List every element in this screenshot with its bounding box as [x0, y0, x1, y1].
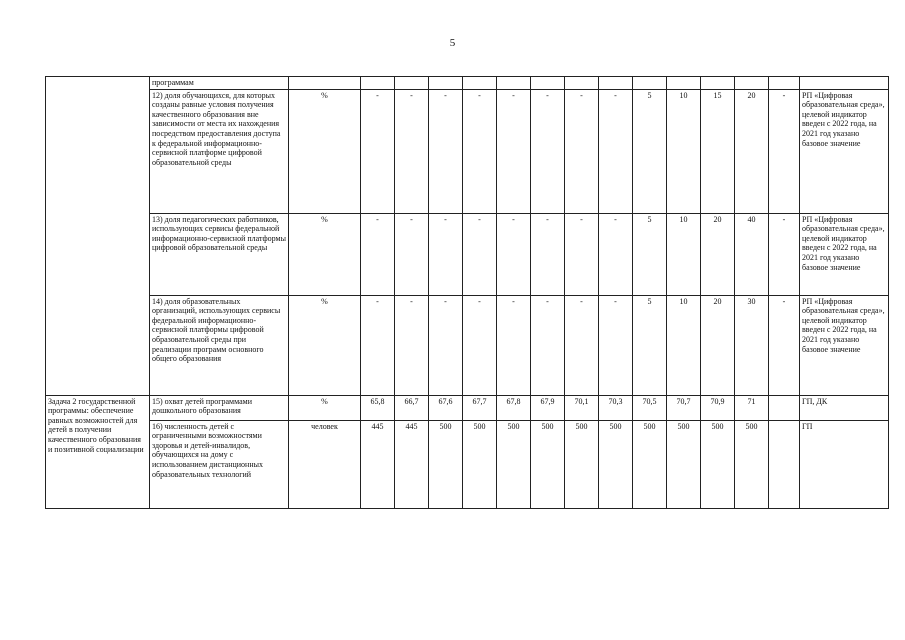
table-row [46, 420, 889, 508]
note-cell: РП «Цифровая образовательная среда», целевой индикатор введен с 2022 года, на 2021 год указано базовое значение [800, 89, 889, 213]
value-cell [565, 77, 599, 90]
unit-cell: % [289, 213, 361, 295]
value-cell: - [395, 295, 429, 395]
value-cell: - [565, 213, 599, 295]
value-cell: 70,3 [599, 395, 633, 420]
value-cell: 20 [735, 89, 769, 213]
value-cell: 70,9 [701, 395, 735, 420]
value-cell [769, 420, 800, 508]
unit-cell [289, 77, 361, 90]
value-cell: - [599, 295, 633, 395]
value-cell: 500 [735, 420, 769, 508]
page-number: 5 [449, 37, 456, 49]
value-cell [667, 77, 701, 90]
value-cell: 70,1 [565, 395, 599, 420]
table-row [46, 213, 889, 295]
unit-cell: человек [289, 420, 361, 508]
value-cell: 500 [599, 420, 633, 508]
value-cell: 67,8 [497, 395, 531, 420]
value-cell: 20 [701, 213, 735, 295]
indicator-cell: 16) численность детей с ограниченными возможностями здоровья и детей-инвалидов, обучающихся на дому с использованием дистанционных образовательных технологий [150, 420, 289, 508]
value-cell [463, 77, 497, 90]
task-cell: Задача 2 государственной программы: обеспечение равных возможностей для детей в получении качественного образования и позитивной социализации [46, 395, 150, 508]
value-cell: 67,7 [463, 395, 497, 420]
value-cell: - [531, 295, 565, 395]
value-cell: 65,8 [361, 395, 395, 420]
value-cell [633, 77, 667, 90]
value-cell: - [463, 89, 497, 213]
value-cell: - [395, 89, 429, 213]
value-cell: 500 [463, 420, 497, 508]
value-cell: 500 [497, 420, 531, 508]
value-cell: - [361, 295, 395, 395]
value-cell: 30 [735, 295, 769, 395]
note-cell: РП «Цифровая образовательная среда», целевой индикатор введен с 2022 года, на 2021 год указано базовое значение [800, 213, 889, 295]
value-cell [769, 77, 800, 90]
value-cell: - [429, 213, 463, 295]
value-cell [599, 77, 633, 90]
value-cell: 500 [565, 420, 599, 508]
value-cell: - [361, 89, 395, 213]
note-cell: РП «Цифровая образовательная среда», целевой индикатор введен с 2022 года, на 2021 год указано базовое значение [800, 295, 889, 395]
value-cell: - [497, 213, 531, 295]
value-cell: - [429, 295, 463, 395]
table-row [46, 89, 889, 213]
table-row [46, 77, 889, 90]
note-cell: ГП [800, 420, 889, 508]
value-cell: 500 [429, 420, 463, 508]
indicator-cell: 12) доля обучающихся, для которых созданы равные условия получения качественного образования вне зависимости от места их нахождения посредством предоставления доступа к федеральной информационно-сервисной платформе цифровой образовательной среды [150, 89, 289, 213]
value-cell: - [531, 213, 565, 295]
value-cell [395, 77, 429, 90]
value-cell: - [361, 213, 395, 295]
value-cell [735, 77, 769, 90]
value-cell: 445 [395, 420, 429, 508]
value-cell: 20 [701, 295, 735, 395]
note-cell: ГП, ДК [800, 395, 889, 420]
value-cell [361, 77, 395, 90]
value-cell [701, 77, 735, 90]
value-cell [497, 77, 531, 90]
value-cell: 10 [667, 213, 701, 295]
value-cell [429, 77, 463, 90]
value-cell: 445 [361, 420, 395, 508]
value-cell: 500 [667, 420, 701, 508]
value-cell: - [531, 89, 565, 213]
value-cell: 71 [735, 395, 769, 420]
value-cell: 67,9 [531, 395, 565, 420]
value-cell: - [565, 89, 599, 213]
value-cell: - [395, 213, 429, 295]
task-cell [46, 77, 150, 396]
value-cell: 70,5 [633, 395, 667, 420]
value-cell: - [497, 295, 531, 395]
value-cell: - [565, 295, 599, 395]
unit-cell: % [289, 395, 361, 420]
value-cell: - [769, 213, 800, 295]
value-cell: - [769, 89, 800, 213]
indicators-table [45, 76, 889, 509]
value-cell: 66,7 [395, 395, 429, 420]
value-cell: 15 [701, 89, 735, 213]
value-cell: 500 [531, 420, 565, 508]
indicator-cell: 15) охват детей программами дошкольного образования [150, 395, 289, 420]
table-row [46, 395, 889, 420]
value-cell: 500 [633, 420, 667, 508]
value-cell: - [463, 213, 497, 295]
value-cell: 5 [633, 213, 667, 295]
value-cell: 10 [667, 89, 701, 213]
value-cell: - [599, 89, 633, 213]
value-cell: 67,6 [429, 395, 463, 420]
unit-cell: % [289, 89, 361, 213]
indicator-cell: программам [150, 77, 289, 90]
value-cell [531, 77, 565, 90]
value-cell: - [463, 295, 497, 395]
table-row [46, 295, 889, 395]
value-cell: 5 [633, 89, 667, 213]
note-cell [800, 77, 889, 90]
unit-cell: % [289, 295, 361, 395]
value-cell: - [599, 213, 633, 295]
value-cell: 10 [667, 295, 701, 395]
value-cell: 500 [701, 420, 735, 508]
value-cell: - [769, 295, 800, 395]
value-cell: 40 [735, 213, 769, 295]
value-cell: - [429, 89, 463, 213]
indicator-cell: 14) доля образовательных организаций, использующих сервисы федеральной информационно-сервисной платформы цифровой образовательной среды при реализации программ основного общего образования [150, 295, 289, 395]
indicator-cell: 13) доля педагогических работников, использующих сервисы федеральной информационно-сервисной платформы цифровой образовательной среды [150, 213, 289, 295]
value-cell: 70,7 [667, 395, 701, 420]
value-cell: 5 [633, 295, 667, 395]
value-cell [769, 395, 800, 420]
value-cell: - [497, 89, 531, 213]
